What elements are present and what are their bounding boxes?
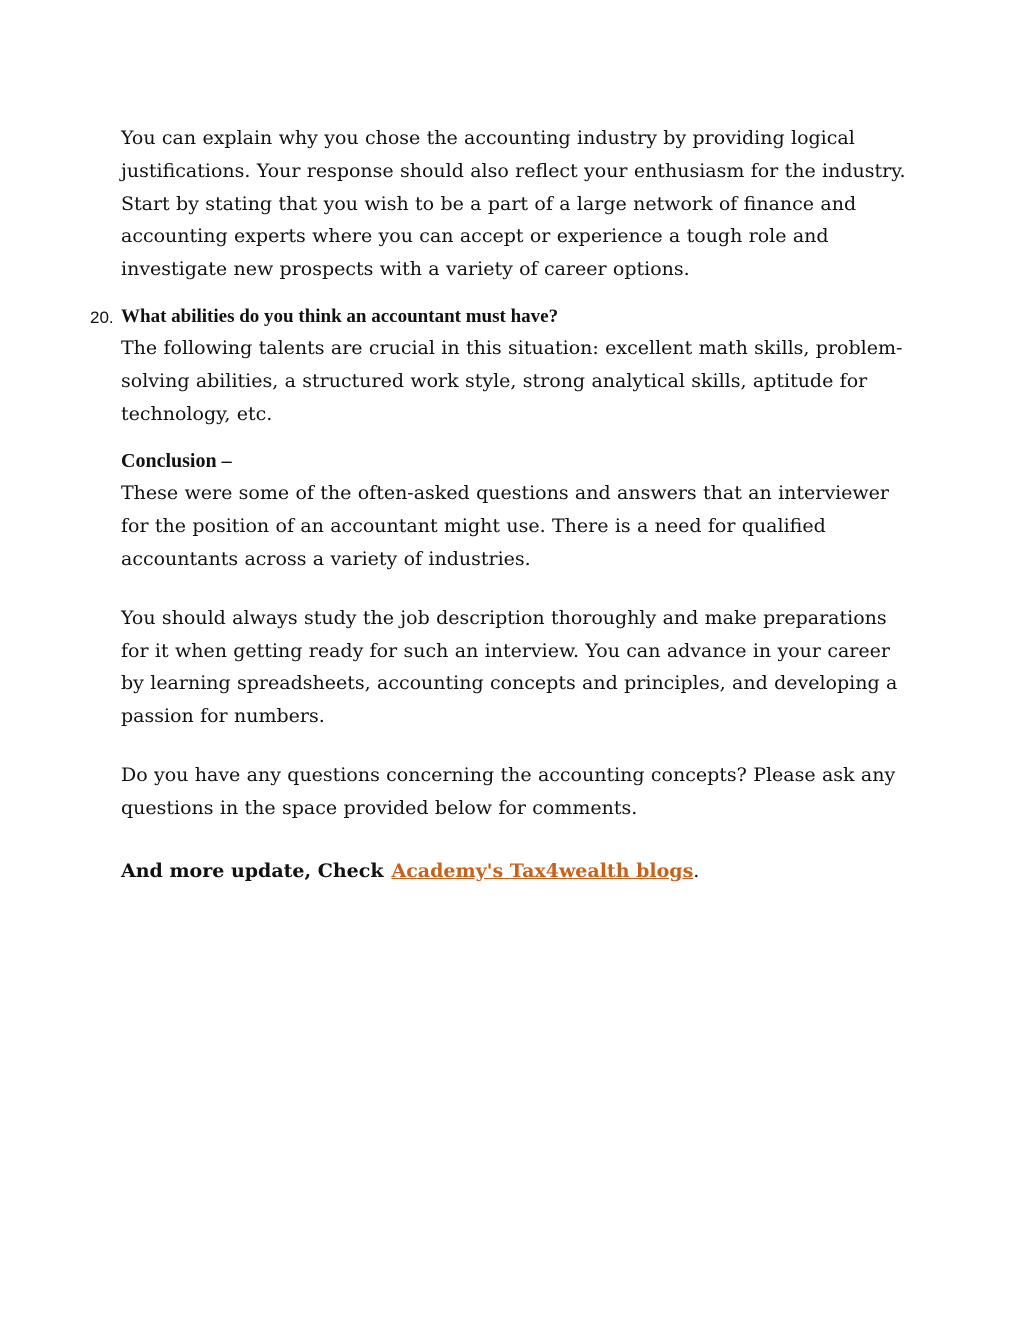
- question-title: What abilities do you think an accountant must have?: [121, 305, 559, 327]
- blog-link[interactable]: Academy's Tax4wealth blogs: [391, 859, 694, 882]
- cta-line: [121, 855, 911, 887]
- conclusion-paragraph-3: Do you have any questions concerning the accounting concepts? Please ask any questions in the space provided below for comments.: [121, 763, 896, 819]
- cta-suffix: .: [693, 859, 700, 882]
- conclusion-paragraph-2: You should always study the job description thoroughly and make preparations for it when getting ready for such an interview. You can advance in your career by learning spreadsheets, accounting concepts and principles, and developing a passion for numbers.: [121, 606, 898, 728]
- question-number: 20.: [90, 307, 114, 327]
- cta-label: And more update, Check: [121, 859, 384, 882]
- document-page: [90, 122, 911, 887]
- conclusion-paragraph-1: These were some of the often-asked questions and answers that an interviewer for the position of an accountant might use. There is a need for qualified accountants across a variety of industries.: [121, 482, 889, 570]
- question-block: [90, 302, 911, 430]
- intro-paragraph: You can explain why you chose the accounting industry by providing logical justifications. Your response should also reflect your enthusiasm for the industry. Start by stating that you wish to be a part of a large network of finance and accounting experts where you can accept or experience a tough role and investigate new prospects with a variety of career options.: [121, 127, 906, 281]
- conclusion-heading: Conclusion –: [121, 450, 232, 473]
- question-answer: The following talents are crucial in this situation: excellent math skills, problem-solving abilities, a structured work style, strong analytical skills, aptitude for technology, etc.: [121, 336, 903, 425]
